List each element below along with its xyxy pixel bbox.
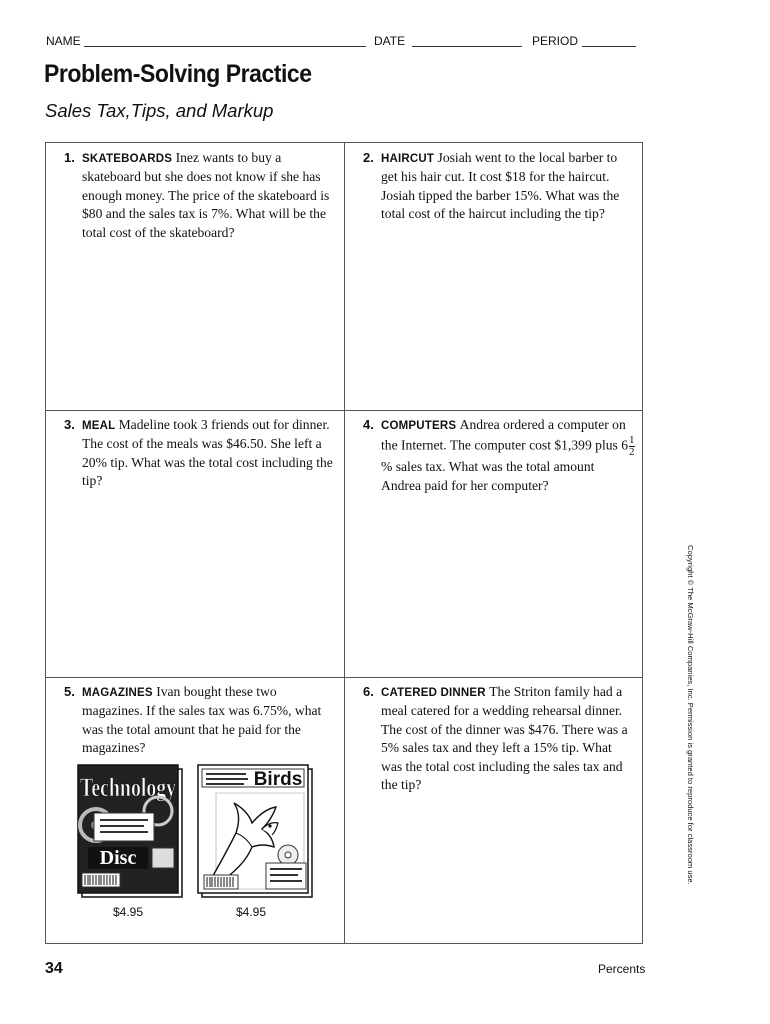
technology-magazine-cover: [78, 765, 182, 897]
problem-grid: [45, 142, 643, 944]
problem-cell-5: [46, 683, 337, 758]
grid-divider-row-2: [46, 677, 642, 678]
grid-divider-row-1: [46, 410, 642, 411]
problem-number: 1.: [64, 150, 75, 165]
grid-divider-vertical: [344, 143, 345, 943]
problem-5: [46, 683, 337, 758]
problem-cell-4: [345, 416, 636, 495]
birds-magazine-price: $4.95: [236, 905, 267, 919]
birds-magazine-title: Birds: [253, 769, 303, 790]
fraction-numerator: 1: [629, 434, 635, 447]
period-blank: [582, 46, 636, 47]
problem-number: 3.: [64, 417, 75, 432]
disc-caption: Disc: [99, 847, 137, 869]
date-label: DATE: [374, 34, 406, 48]
technology-magazine-title: Technology: [80, 773, 176, 802]
student-info-header: [46, 34, 646, 50]
problem-6: [345, 683, 636, 794]
problem-cell-2: [345, 149, 636, 224]
problem-text-end: % sales tax. What was the total amount Andrea paid for her computer?: [381, 459, 595, 493]
copyright-notice: Copyright © The McGraw-Hill Companies, Inc. Permission is granted to reproduce for classroom use.: [686, 545, 695, 885]
problem-text: Madeline took 3 friends out for dinner. The cost of the meals was $46.50. She left a 20% tip. What was the total cost including the tip?: [82, 417, 333, 489]
problem-text: Josiah went to the local barber to get his hair cut. It cost $18 for the haircut. Josiah tipped the barber 15%. What was the total cost of the haircut including the tip?: [381, 150, 620, 222]
problem-keyword: CATERED DINNER: [381, 687, 490, 699]
problem-text: The Striton family had a meal catered for a wedding rehearsal dinner. The cost of the dinner was $476. There was a 5% sales tax and they left a 15% tip. What was the total cost including the sales tax and the tip?: [381, 684, 628, 793]
period-label: PERIOD: [532, 34, 579, 48]
problem-cell-1: [46, 149, 337, 242]
date-blank: [412, 46, 522, 47]
problem-1: [46, 149, 337, 242]
page-title: Problem-Solving Practice: [44, 60, 312, 88]
problem-cell-6: [345, 683, 636, 794]
problem-number: 6.: [363, 684, 374, 699]
fraction-one-half: [629, 435, 635, 458]
problem-keyword: MEAL: [82, 420, 119, 432]
problem-cell-3: [46, 416, 337, 491]
footer-topic: Percents: [598, 962, 646, 976]
problem-number: 2.: [363, 150, 374, 165]
problem-text: Ivan bought these two magazines. If the sales tax was 6.75%, what was the total amount that he paid for the magazines?: [82, 684, 322, 756]
problem-keyword: COMPUTERS: [381, 420, 460, 432]
problem-2: [345, 149, 636, 224]
problem-keyword: SKATEBOARDS: [82, 153, 176, 165]
problem-keyword: HAIRCUT: [381, 153, 438, 165]
problem-4: [345, 416, 636, 495]
problem-text-start: Andrea ordered a computer on the Internet. The computer cost $1,399 plus 6: [381, 417, 629, 454]
problem-number: 5.: [64, 684, 75, 699]
birds-magazine-cover: [198, 765, 312, 897]
name-blank: [84, 46, 366, 47]
fraction-denominator: 2: [629, 446, 635, 459]
page-number: 34: [45, 960, 63, 977]
problem-text: Inez wants to buy a skateboard but she does not know if she has enough money. The price of the skateboard is $80 and the sales tax is 7%. What will be the total cost of the skateboard?: [82, 150, 330, 240]
page-subtitle: Sales Tax,Tips, and Markup: [45, 100, 274, 121]
magazine-covers-illustration: [76, 763, 321, 903]
technology-magazine-price: $4.95: [113, 905, 144, 919]
problem-keyword: MAGAZINES: [82, 687, 157, 699]
problem-number: 4.: [363, 417, 374, 432]
problem-3: [46, 416, 337, 491]
name-label: NAME: [46, 34, 81, 48]
